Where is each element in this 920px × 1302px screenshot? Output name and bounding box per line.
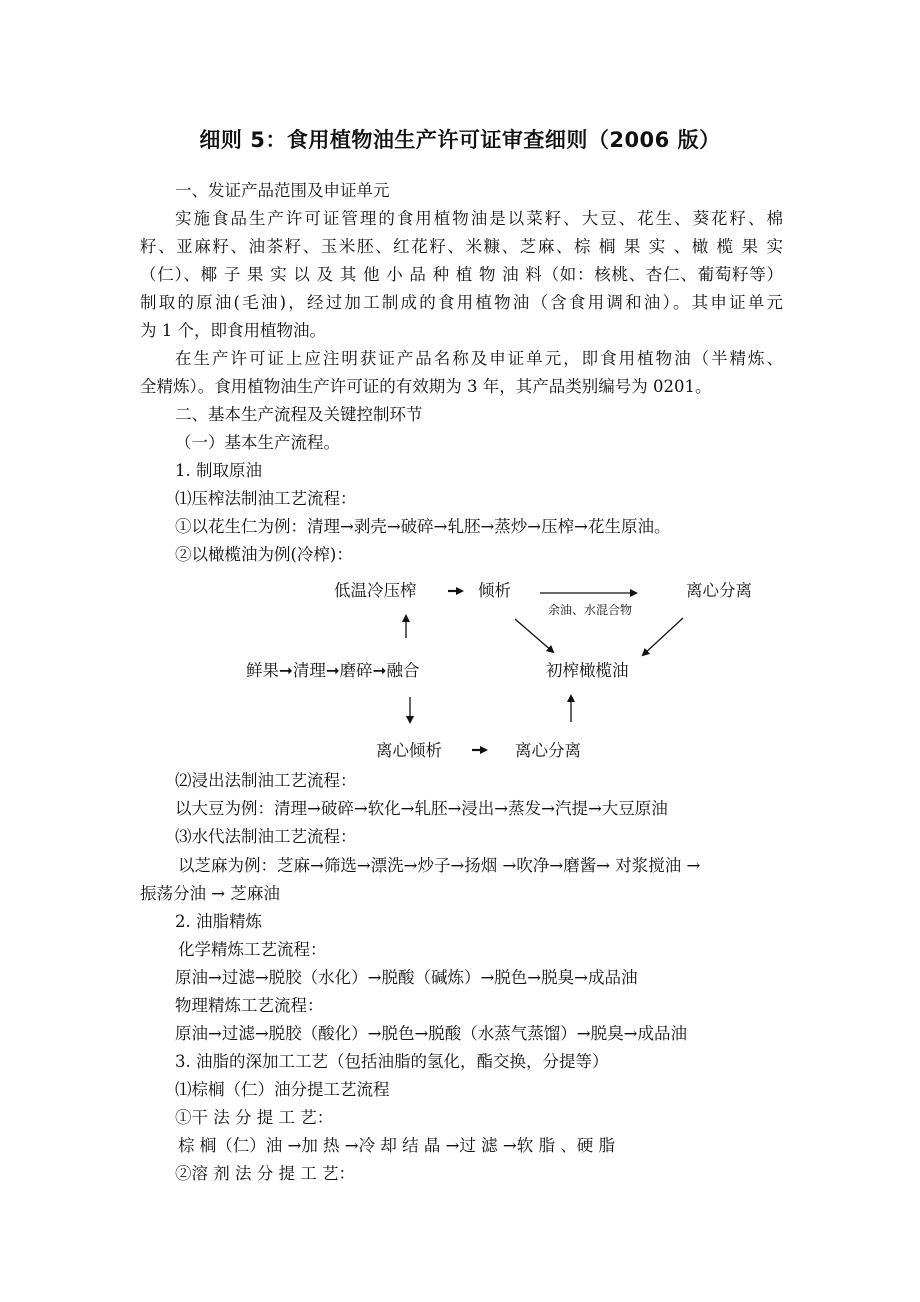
paragraph-line: 籽、亚麻籽、油茶籽、玉米胚、红花籽、米糠、芝麻、棕 榈 果 实 、橄 榄 果 实 (140, 237, 783, 256)
paragraph-line: （仁）、椰 子 果 实 以 及 其 他 小 品 种 植 物 油 料（如：核桃、杏仁、葡萄籽等） (140, 265, 783, 284)
node-fresh-fruit-chain: 鲜果➞清理➞磨碎➞融合 (246, 661, 420, 680)
process-flow: 以芝麻为例：芝麻→筛选→漂洗→炒子→扬烟 →吹净→磨酱→ 对浆搅油 → (178, 856, 701, 875)
node-centrifuge-top: 离心分离 (686, 581, 752, 600)
paragraph-line: 实施食品生产许可证管理的食用植物油是以菜籽、大豆、花生、葵花籽、棉 (175, 209, 783, 228)
section-2-heading: 二、基本生产流程及关键控制环节 (175, 405, 423, 424)
residue-label: 余油、水混合物 (548, 603, 633, 617)
olive-oil-flow-diagram (0, 570, 920, 770)
paragraph-line: 为 1 个，即食用植物油。 (140, 321, 326, 340)
paragraph-line: 制取的原油(毛油)，经过加工制成的食用植物油（含食用调和油）。其申证单元 (140, 293, 783, 312)
item-heading: 3. 油脂的深加工工艺（包括油脂的氢化，酯交换，分提等） (175, 1052, 609, 1071)
process-heading: ⑶水代法制油工艺流程： (175, 827, 357, 846)
item-heading: 1. 制取原油 (175, 461, 262, 480)
process-flow: ②以橄榄油为例(冷榨)： (175, 545, 353, 564)
node-centrifuge-bottom: 离心分离 (515, 741, 581, 760)
process-flow: 原油→过滤→脱胶（酸化）→脱色→脱酸（水蒸气蒸馏）→脱臭→成品油 (175, 1024, 687, 1043)
process-flow: ①以花生仁为例：清理→剥壳→破碎→轧胚→蒸炒→压榨→花生原油。 (175, 517, 671, 536)
process-flow: 以大豆为例：清理→破碎→软化→轧胚→浸出→蒸发→汽提→大豆原油 (175, 799, 668, 818)
diagram-arrows (0, 570, 920, 770)
node-decant: 倾析 (478, 581, 511, 600)
page-title: 细则 5：食用植物油生产许可证审查细则（2006 版） (199, 128, 721, 152)
process-flow: 原油→过滤→脱胶（水化）→脱酸（碱炼）→脱色→脱臭→成品油 (175, 968, 638, 987)
process-heading: ②溶 剂 法 分 提 工 艺： (175, 1164, 355, 1183)
process-flow: 棕 榈（仁）油 →加 热 →冷 却 结 晶 →过 滤 →软 脂 、硬 脂 (178, 1136, 615, 1155)
process-heading: 化学精炼工艺流程： (178, 940, 327, 959)
process-flow: 振荡分油 → 芝麻油 (140, 884, 280, 903)
arrow-decant-to-oil (515, 619, 553, 652)
paragraph-line: 全精炼）。食用植物油生产许可证的有效期为 3 年，其产品类别编号为 0201。 (140, 377, 712, 396)
section-1-heading: 一、发证产品范围及申证单元 (175, 181, 390, 200)
process-heading: ⑴压榨法制油工艺流程： (175, 489, 357, 508)
process-heading: 物理精炼工艺流程： (175, 996, 324, 1015)
arrow-centrifuge-to-oil (643, 618, 683, 655)
node-centrifugal-decant: 离心倾析 (376, 741, 442, 760)
process-heading: ①干 法 分 提 工 艺： (175, 1108, 334, 1127)
paragraph-line: 在生产许可证上应注明获证产品名称及申证单元，即食用植物油（半精炼、 (175, 349, 783, 368)
node-virgin-olive-oil: 初榨橄榄油 (546, 661, 629, 680)
process-heading: ⑵浸出法制油工艺流程： (175, 771, 357, 790)
subsection-heading: （一）基本生产流程。 (175, 433, 340, 452)
process-heading: ⑴棕榈（仁）油分提工艺流程 (175, 1080, 390, 1099)
item-heading: 2. 油脂精炼 (175, 912, 262, 931)
node-cold-press: 低温冷压榨 (334, 581, 417, 600)
